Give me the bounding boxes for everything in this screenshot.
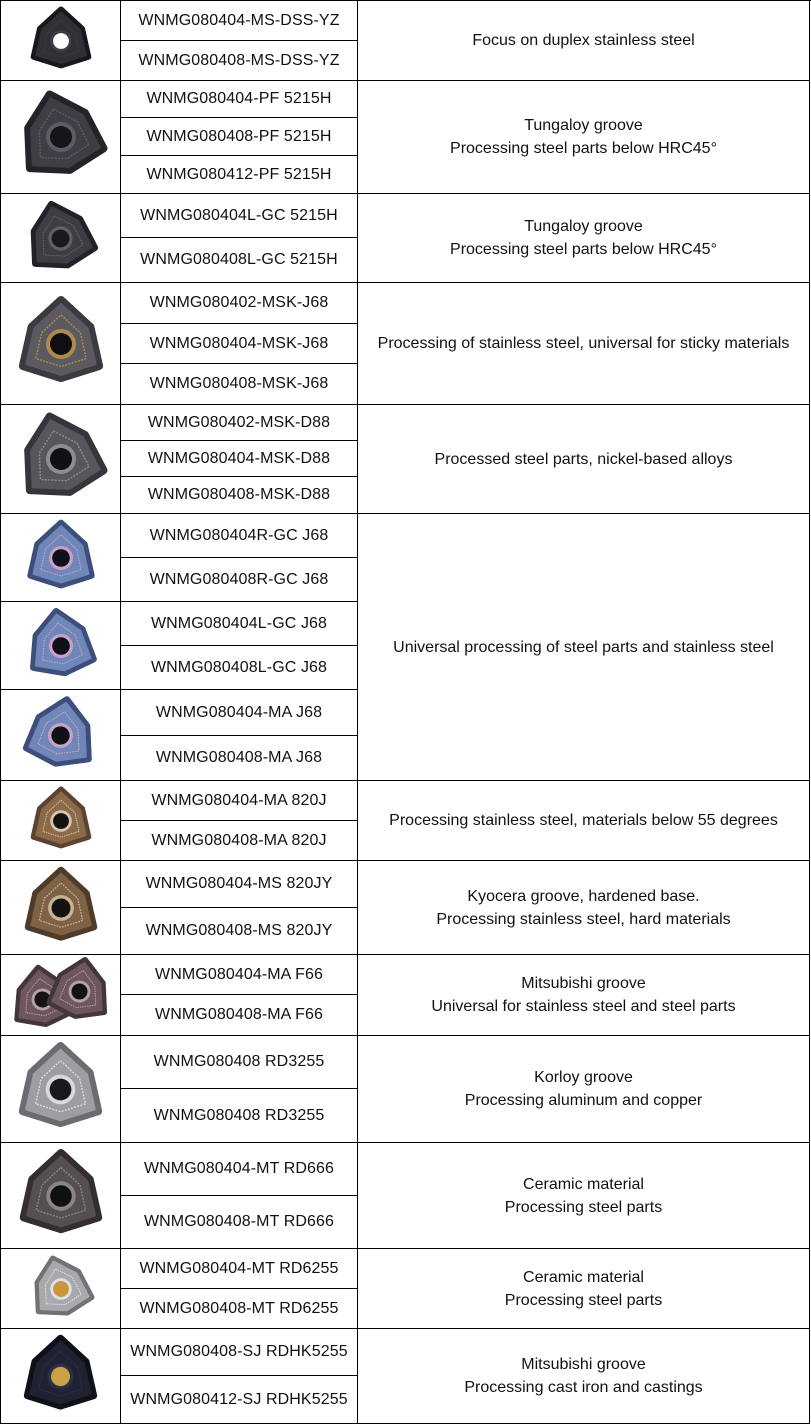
insert-icon-navy-gold [17, 1333, 104, 1420]
product-code: WNMG080408-MSK-J68 [121, 364, 357, 405]
description-line: Processing of stainless steel, universal for sticky materials [377, 335, 790, 352]
product-code: WNMG080404-MT RD6255 [121, 1249, 357, 1289]
insert-icon-grey-rainbow [11, 294, 111, 394]
product-description [357, 781, 810, 861]
description-line: Tungaloy groove [524, 218, 643, 235]
product-code: WNMG080408-MA J68 [121, 736, 357, 781]
insert-icon-blue-coated [19, 694, 102, 777]
product-code: WNMG080408 RD3255 [121, 1089, 357, 1143]
product-code: WNMG080408-MSK-D88 [121, 477, 357, 514]
insert-image-cell [0, 781, 121, 861]
product-description [357, 514, 810, 781]
product-code: WNMG080404-MA F66 [121, 955, 357, 995]
product-code: WNMG080404-MSK-J68 [121, 324, 357, 364]
product-code: WNMG080404L-GC 5215H [121, 194, 357, 238]
product-code: WNMG080408-SJ RDHK5255 [121, 1329, 357, 1376]
description-line: Kyocera groove, hardened base. [467, 887, 700, 905]
insert-image-cell [0, 81, 121, 194]
product-description [357, 1143, 810, 1249]
insert-image-cell [0, 1249, 121, 1329]
product-code: WNMG080404-PF 5215H [121, 81, 357, 118]
description-line: Processed steel parts, nickel-based alloys [434, 450, 733, 468]
product-code: WNMG080408-PF 5215H [121, 118, 357, 156]
insert-icon-blue-coated [21, 606, 101, 686]
product-description [357, 283, 810, 405]
insert-icon-bronze [25, 785, 97, 857]
insert-icon-grey-d88 [11, 409, 111, 509]
product-code: WNMG080408-MS-DSS-YZ [121, 41, 357, 81]
description-line: Processing stainless steel, materials below 55 degrees [389, 812, 778, 829]
insert-image-cell [0, 602, 121, 690]
product-code: WNMG080408-MS 820JY [121, 908, 357, 955]
product-code: WNMG080404-MS 820JY [121, 861, 357, 908]
insert-icon-bronze-kyocera [18, 865, 104, 951]
description-line: Universal for stainless steel and steel parts [431, 998, 736, 1015]
product-code: WNMG080402-MSK-D88 [121, 405, 357, 441]
product-code: WNMG080404-MSK-D88 [121, 441, 357, 477]
product-code: WNMG080404-MA 820J [121, 781, 357, 821]
insert-image-cell [0, 861, 121, 955]
insert-icon-dark-grey-l [20, 198, 101, 279]
product-description [357, 1, 810, 81]
insert-image-cell [0, 194, 121, 283]
product-code: WNMG080408-MT RD6255 [121, 1289, 357, 1329]
insert-image-cell [0, 1, 121, 81]
product-description [357, 1329, 810, 1424]
product-description [357, 81, 810, 194]
product-code: WNMG080408L-GC 5215H [121, 238, 357, 283]
description-line: Processing aluminum and copper [464, 1092, 703, 1109]
product-code: WNMG080402-MSK-J68 [121, 283, 357, 324]
description-line: Mitsubishi groove [521, 1356, 646, 1373]
product-description [357, 861, 810, 955]
product-code: WNMG080408-MA 820J [121, 821, 357, 861]
description-line: Tungaloy groove [524, 117, 643, 134]
product-description [357, 405, 810, 514]
description-line: Processing cast iron and castings [464, 1379, 703, 1396]
product-code: WNMG080408-MA F66 [121, 995, 357, 1036]
product-code: WNMG080404-MA J68 [121, 690, 357, 736]
insert-icon-dark-ceramic [12, 1147, 110, 1245]
product-code: WNMG080404-MS-DSS-YZ [121, 1, 357, 41]
description-line: Processing stainless steel, hard materials [436, 910, 731, 928]
insert-icon-purple-pair [43, 955, 116, 1028]
insert-image-cell [0, 1143, 121, 1249]
description-line: Mitsubishi groove [521, 975, 646, 992]
product-code: WNMG080412-SJ RDHK5255 [121, 1376, 357, 1424]
description-line: Processing steel parts [504, 1198, 663, 1216]
description-line: Processing steel parts [504, 1291, 663, 1309]
insert-icon-blue-coated [21, 518, 101, 598]
insert-image-cell [0, 1329, 121, 1424]
insert-image-cell [0, 405, 121, 514]
insert-icon-silver-gold-hole [25, 1253, 97, 1325]
product-code: WNMG080408-MT RD666 [121, 1196, 357, 1249]
description-line: Korloy groove [534, 1069, 633, 1086]
description-line: Ceramic material [523, 1268, 644, 1286]
insert-image-cell [0, 514, 121, 602]
insert-image-cell [0, 283, 121, 405]
insert-image-cell [0, 1036, 121, 1143]
product-code: WNMG080408L-GC J68 [121, 646, 357, 690]
product-code: WNMG080408R-GC J68 [121, 558, 357, 602]
insert-image-cell [0, 690, 121, 781]
insert-icon-black-duplex [25, 5, 97, 77]
description-line: Focus on duplex stainless steel [472, 32, 695, 49]
description-line: Universal processing of steel parts and stainless steel [393, 638, 774, 656]
product-code: WNMG080404R-GC J68 [121, 514, 357, 558]
description-line: Processing steel parts below HRC45° [450, 140, 717, 157]
product-description [357, 194, 810, 283]
insert-icon-silver [11, 1040, 110, 1139]
description-line: Ceramic material [523, 1175, 644, 1193]
product-code: WNMG080404L-GC J68 [121, 602, 357, 646]
product-code: WNMG080404-MT RD666 [121, 1143, 357, 1196]
product-description [357, 1249, 810, 1329]
insert-image-cell [0, 955, 121, 1036]
insert-icon-dark-grey [11, 87, 111, 187]
description-line: Processing steel parts below HRC45° [450, 241, 717, 258]
product-code: WNMG080408 RD3255 [121, 1036, 357, 1089]
product-description [357, 1036, 810, 1143]
product-description [357, 955, 810, 1036]
product-code: WNMG080412-PF 5215H [121, 156, 357, 194]
